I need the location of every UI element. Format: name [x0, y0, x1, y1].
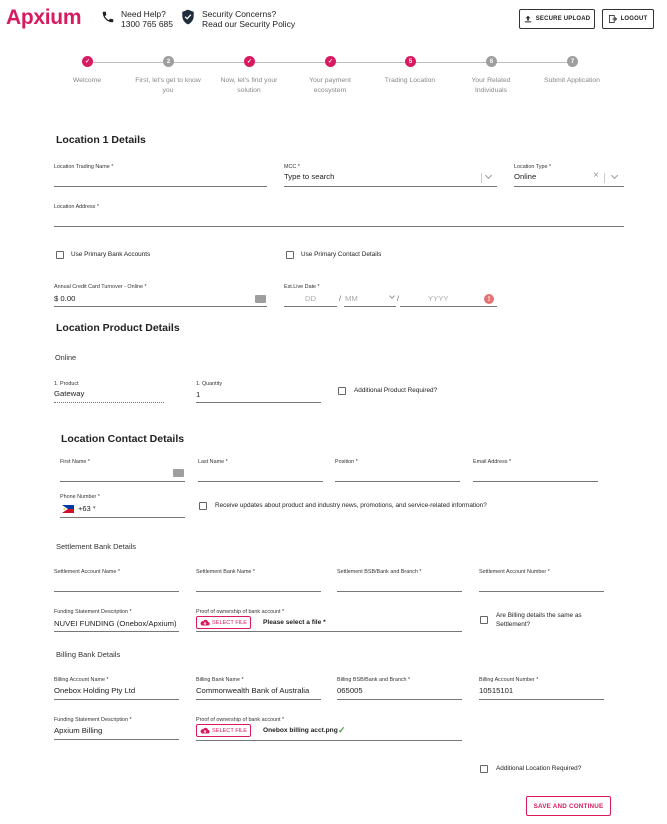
position-label: Position *: [335, 459, 358, 465]
last-name-underline[interactable]: [198, 481, 323, 482]
billing-bsb-underline: [337, 699, 462, 700]
use-primary-contact-checkbox[interactable]: [286, 251, 294, 259]
trading-name-underline: [54, 186, 267, 187]
billing-funding-label: Funding Statement Description *: [54, 717, 132, 723]
mcc-chevron-down-icon[interactable]: [485, 172, 492, 179]
settlement-funding-input[interactable]: NUVEI FUNDING (Onebox/Apxium): [54, 619, 177, 628]
address-underline: [54, 226, 624, 227]
use-primary-bank-checkbox[interactable]: [56, 251, 64, 259]
additional-location-checkbox[interactable]: [480, 765, 488, 773]
clear-icon[interactable]: ×: [593, 170, 599, 181]
quantity-underline: [196, 402, 321, 403]
step-3-solution[interactable]: ✓: [244, 56, 255, 67]
logout-label: LOGOUT: [620, 16, 648, 22]
cloud-upload-icon: [200, 727, 210, 734]
mcc-separator: [481, 173, 482, 183]
address-label: Location Address *: [54, 204, 99, 210]
billing-funding-underline: [54, 739, 179, 740]
billing-bank-name-input[interactable]: Commonwealth Bank of Australia: [196, 686, 310, 695]
settlement-account-number-label: Settlement Account Number *: [479, 569, 550, 575]
settlement-bsb-underline[interactable]: [337, 591, 462, 592]
golive-label: Est.Live Date *: [284, 284, 320, 290]
settlement-file-name: Please select a file *: [263, 619, 326, 626]
more-options-icon[interactable]: [173, 469, 184, 477]
settlement-account-name-underline[interactable]: [54, 591, 179, 592]
location-type-label: Location Type *: [514, 164, 552, 170]
settlement-proof-label: Proof of ownership of bank account *: [196, 609, 285, 615]
settlement-title: Settlement Bank Details: [56, 542, 137, 551]
settlement-bank-name-underline[interactable]: [196, 591, 321, 592]
step-connector: [93, 62, 163, 63]
help-contact[interactable]: [121, 9, 173, 29]
app-header: [0, 0, 667, 36]
settlement-bank-name-label: Settlement Bank Name *: [196, 569, 256, 575]
trading-name-label: Location Trading Name *: [54, 164, 114, 170]
email-label: Email Address *: [473, 459, 512, 465]
contact-title: Location Contact Details: [61, 433, 185, 445]
country-chevron-down-icon[interactable]: ▾: [93, 505, 96, 511]
billing-bsb-input[interactable]: 065005: [337, 686, 363, 695]
logout-button[interactable]: [602, 9, 654, 29]
product-label: 1. Product: [54, 381, 79, 387]
billing-account-number-underline: [479, 699, 604, 700]
billing-bank-name-label: Billing Bank Name *: [196, 677, 244, 683]
additional-product-label[interactable]: Additional Product Required?: [354, 387, 438, 394]
security-title: Security Concerns?: [202, 9, 277, 19]
month-underline: [344, 306, 396, 307]
product-title: Location Product Details: [56, 322, 180, 334]
more-options-icon[interactable]: [255, 295, 266, 303]
settlement-select-file-button[interactable]: [196, 616, 251, 629]
cloud-upload-icon: [200, 619, 210, 626]
billing-proof-label: Proof of ownership of bank account *: [196, 717, 285, 723]
step-2-know-you[interactable]: 2: [163, 56, 174, 67]
turnover-input[interactable]: $ 0.00: [54, 294, 76, 303]
type-separator: [604, 173, 605, 183]
month-chevron-down-icon[interactable]: [389, 293, 395, 299]
last-name-label: Last Name *: [198, 459, 228, 465]
philippines-flag-icon[interactable]: [62, 505, 74, 513]
month-select[interactable]: MM: [345, 294, 358, 303]
step-1-welcome[interactable]: ✓: [82, 56, 93, 67]
step-label: Welcome: [72, 77, 102, 84]
first-name-underline[interactable]: [60, 481, 185, 482]
billing-bank-name-underline: [196, 699, 321, 700]
error-alert-icon: !: [484, 294, 494, 304]
address-input[interactable]: [54, 212, 624, 224]
mcc-underline: [284, 186, 497, 187]
security-link[interactable]: Read our Security Policy: [202, 19, 296, 29]
step-label: Now, let's find your solution: [220, 77, 278, 94]
billing-same-label[interactable]: Are Billing details the same as Settlement?: [496, 612, 582, 628]
settlement-funding-label: Funding Statement Description *: [54, 609, 132, 615]
billing-account-name-underline: [54, 699, 179, 700]
billing-funding-input[interactable]: Apxium Billing: [54, 726, 103, 735]
settlement-select-file-label: SELECT FILE: [212, 619, 248, 626]
turnover-label: Annual Credit Card Turnover - Online *: [54, 284, 147, 290]
phone-underline[interactable]: [60, 517, 185, 518]
location-title: Location 1 Details: [56, 134, 146, 146]
date-slash: /: [339, 296, 341, 303]
type-underline: [514, 186, 624, 187]
step-7-submit[interactable]: 7: [567, 56, 578, 67]
settlement-bsb-label: Settlement BSB/Bank and Branch *: [337, 569, 422, 575]
step-connector: [416, 62, 486, 63]
step-label: First, let's get to know you: [135, 77, 201, 94]
settlement-funding-underline: [54, 631, 179, 632]
billing-account-number-input[interactable]: 10515101: [479, 686, 514, 695]
save-and-continue-button[interactable]: SAVE AND CONTINUE: [526, 796, 611, 816]
quantity-input[interactable]: 1: [196, 390, 201, 399]
billing-proof-underline: [196, 740, 462, 741]
step-6-related-individuals[interactable]: 6: [486, 56, 497, 67]
phone-icon: [101, 10, 115, 24]
phone-country-code[interactable]: +63: [78, 504, 91, 513]
secure-upload-label: SECURE UPLOAD: [535, 16, 591, 22]
security-policy[interactable]: [202, 9, 295, 29]
updates-checkbox[interactable]: [199, 502, 207, 510]
billing-title: Billing Bank Details: [56, 650, 121, 659]
year-underline: [400, 306, 497, 307]
day-input[interactable]: DD: [305, 294, 317, 303]
position-underline[interactable]: [335, 481, 460, 482]
billing-file-name: Onebox billing acct.png: [263, 727, 338, 734]
email-underline[interactable]: [473, 481, 598, 482]
product-select[interactable]: Gateway: [54, 389, 85, 398]
apxium-logo[interactable]: Apxium: [6, 6, 82, 29]
step-connector: [255, 62, 325, 63]
upload-success-check-icon: ✓: [338, 725, 346, 735]
step-4-payment-ecosystem[interactable]: ✓: [325, 56, 336, 67]
trading-name-input[interactable]: [54, 172, 267, 184]
year-input[interactable]: YYYY: [428, 294, 449, 303]
step-label: Your payment ecosystem: [309, 77, 351, 94]
shield-check-icon: [181, 9, 195, 25]
step-connector: [497, 62, 567, 63]
billing-select-file-label: SELECT FILE: [212, 727, 248, 734]
first-name-label: First Name *: [60, 459, 90, 465]
date-slash: /: [397, 296, 399, 303]
billing-same-checkbox[interactable]: [480, 616, 488, 624]
step-label: Submit Application: [544, 77, 600, 84]
mcc-input[interactable]: Type to search: [284, 172, 335, 181]
location-type-select[interactable]: Online: [514, 172, 537, 181]
settlement-account-number-underline[interactable]: [479, 591, 604, 592]
billing-account-name-input[interactable]: Onebox Holding Pty Ltd: [54, 686, 136, 695]
use-primary-bank-label[interactable]: Use Primary Bank Accounts: [71, 251, 151, 258]
billing-account-number-label: Billing Account Number *: [479, 677, 539, 683]
phone-label: Phone Number *: [60, 494, 100, 500]
additional-location-label[interactable]: Additional Location Required?: [496, 765, 582, 772]
billing-bsb-label: Billing BSB/Bank and Branch *: [337, 677, 411, 683]
type-chevron-down-icon[interactable]: [611, 172, 618, 179]
settlement-account-name-label: Settlement Account Name *: [54, 569, 120, 575]
additional-product-checkbox[interactable]: [338, 387, 346, 395]
step-connector: [174, 62, 244, 63]
step-connector: [336, 62, 406, 63]
step-label: Your Related Individuals: [471, 77, 511, 94]
settlement-proof-underline: [196, 631, 462, 632]
billing-account-name-label: Billing Account Name *: [54, 677, 109, 683]
step-5-trading-location[interactable]: 5: [405, 56, 416, 67]
upload-icon: [524, 15, 532, 23]
product-underline: [54, 402, 164, 403]
help-title: Need Help?: [121, 9, 166, 19]
quantity-label: 1. Quantity: [196, 381, 223, 387]
help-phone: 1300 765 685: [121, 19, 173, 29]
mcc-label: MCC *: [284, 164, 300, 170]
updates-label[interactable]: Receive updates about product and industry news, promotions, and service-related information?: [215, 502, 487, 509]
turnover-underline: [54, 306, 267, 307]
logout-icon: [609, 15, 617, 23]
product-subtitle: Online: [55, 353, 77, 362]
step-label: Trading Location: [384, 77, 436, 84]
secure-upload-button[interactable]: [519, 9, 595, 29]
billing-select-file-button[interactable]: [196, 724, 251, 737]
day-underline: [284, 306, 337, 307]
use-primary-contact-label[interactable]: Use Primary Contact Details: [301, 251, 382, 258]
